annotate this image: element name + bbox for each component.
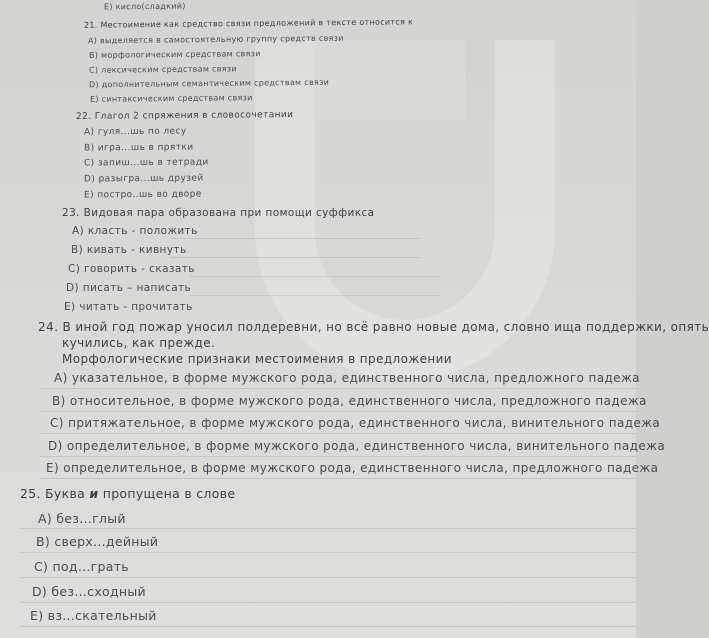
q24-option-d: D) определительное, в форме мужского рода, единственного числа, винительного падежа	[48, 439, 666, 453]
q24-option-b: В) относительное, в форме мужского рода, единственного числа, предложного падежа	[52, 394, 647, 408]
question-21-title: 21. Местоимение как средство связи предложений в тексте относится к	[84, 17, 414, 30]
answer-line	[40, 388, 636, 389]
question-25-title	[20, 486, 235, 501]
answer-line	[190, 276, 440, 277]
q23-option-a: А) класть - положить	[72, 225, 198, 237]
q25-option-b: В) сверх...дейный	[36, 534, 159, 549]
watermark-logo-top	[315, 40, 465, 120]
answer-line	[40, 478, 636, 479]
q22-option-a: А) гуля...шь по лесу	[84, 126, 187, 138]
q24-option-e: Е) определительное, в форме мужского рода, единственного числа, предложного падежа	[46, 461, 659, 475]
q22-option-b: В) игра...шь в прятки	[84, 142, 194, 154]
q24-option-c: С) притяжательное, в форме мужского рода, единственного числа, винительного падежа	[50, 416, 661, 430]
answer-line	[170, 257, 420, 258]
q25-option-c: С) под...грать	[34, 559, 129, 574]
q22-option-c: С) запиш...шь в тетради	[84, 157, 209, 169]
q25-option-d: D) без...сходный	[32, 584, 146, 599]
q21-option-b: В) морфологическим средствам связи	[89, 49, 261, 60]
question-24-subtitle: Морфологические признаки местоимения в предложении	[62, 352, 453, 366]
question-23-title: 23. Видовая пара образована при помощи суффикса	[62, 207, 375, 219]
q25-title-suffix: пропущена в слове	[98, 486, 236, 501]
top-item: Е) кисло(сладкий)	[104, 1, 186, 12]
answer-line	[20, 577, 636, 578]
answer-line	[40, 411, 636, 412]
answer-line	[20, 602, 636, 603]
answer-line	[20, 528, 636, 529]
q23-option-c: С) говорить - сказать	[68, 263, 195, 275]
question-24-title-cont: кучились, как прежде.	[62, 336, 216, 350]
question-22-title: 22. Глагол 2 спряжения в словосочетании	[76, 110, 294, 122]
q22-option-e: Е) постро..шь во дворе	[84, 189, 202, 201]
q25-title-prefix: 25. Буква	[20, 486, 90, 501]
q25-option-e: Е) вз...скательный	[30, 608, 157, 623]
q22-option-d: D) разыгра...шь друзей	[84, 173, 204, 185]
q25-option-a: А) без...глый	[38, 511, 126, 526]
q21-option-c: С) лексическим средствам связи	[89, 64, 237, 75]
answer-line	[190, 295, 440, 296]
answer-line	[20, 626, 636, 627]
q25-title-letter: и	[89, 486, 99, 501]
answer-line	[170, 238, 420, 239]
q23-option-e: Е) читать - прочитать	[64, 301, 193, 313]
q21-option-d: D) дополнительным семантическим средствам связи	[89, 77, 330, 90]
answer-line	[20, 552, 636, 553]
answer-line	[40, 433, 636, 434]
q23-option-d: D) писать – написать	[66, 282, 192, 294]
q21-option-e: Е) синтаксическим средствам связи	[90, 93, 253, 104]
question-24-title: 24. В иной год пожар уносил полдеревни, но всё равно новые дома, словно ища поддержки, опять	[38, 320, 709, 334]
answer-line	[40, 456, 636, 457]
q23-option-b: В) кивать - кивнуть	[71, 244, 187, 256]
q21-option-a: А) выделяется в самостоятельную группу средств связи	[88, 33, 344, 46]
q24-option-a: А) указательное, в форме мужского рода, единственного числа, предложного падежа	[54, 371, 640, 385]
